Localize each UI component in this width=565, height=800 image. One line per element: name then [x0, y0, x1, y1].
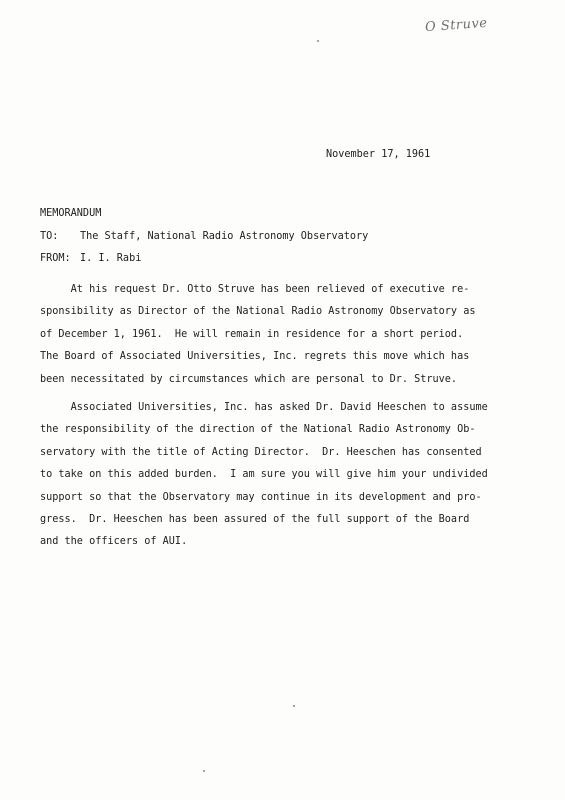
paragraph-line: the responsibility of the direction of the National Radio Astronomy Ob- — [40, 424, 476, 436]
to-value: The Staff, National Radio Astronomy Observatory — [80, 231, 369, 242]
from-value: I. I. Rabi — [80, 253, 142, 264]
to-label: TO: — [40, 231, 59, 242]
memo-date: November 17, 1961 — [326, 149, 431, 160]
paragraph-line: support so that the Observatory may continue in its development and pro- — [40, 491, 482, 503]
paragraph-line: servatory with the title of Acting Director. Dr. Heeschen has consented — [40, 446, 482, 458]
paragraph-line: to take on this added burden. I am sure you will give him your undivided — [40, 469, 488, 481]
handwritten-annotation: O Struve — [424, 15, 488, 36]
paragraph-line: The Board of Associated Universities, Inc. regrets this move which has — [40, 351, 470, 363]
body-paragraph-1 — [40, 279, 480, 391]
paper-speck — [317, 40, 319, 42]
paragraph-line: gress. Dr. Heeschen has been assured of the full support of the Board — [40, 513, 470, 525]
memo-to-line — [40, 231, 368, 242]
paragraph-line: of December 1, 1961. He will remain in residence for a short period. — [40, 328, 464, 340]
paragraph-line: Associated Universities, Inc. has asked Dr. David Heeschen to assume — [40, 402, 488, 413]
paper-speck — [203, 770, 205, 772]
paper-speck — [293, 705, 295, 707]
paragraph-line: sponsibility as Director of the National Radio Astronomy Observatory as — [40, 306, 476, 318]
body-paragraph-2 — [40, 397, 488, 554]
memo-type-heading: MEMORANDUM — [40, 208, 102, 219]
from-label: FROM: — [40, 253, 71, 264]
paragraph-line: At his request Dr. Otto Struve has been relieved of executive re- — [40, 284, 470, 295]
memo-from-line — [40, 253, 141, 264]
paragraph-line: been necessitated by circumstances which are personal to Dr. Struve. — [40, 373, 458, 385]
paragraph-line: and the officers of AUI. — [40, 536, 188, 548]
